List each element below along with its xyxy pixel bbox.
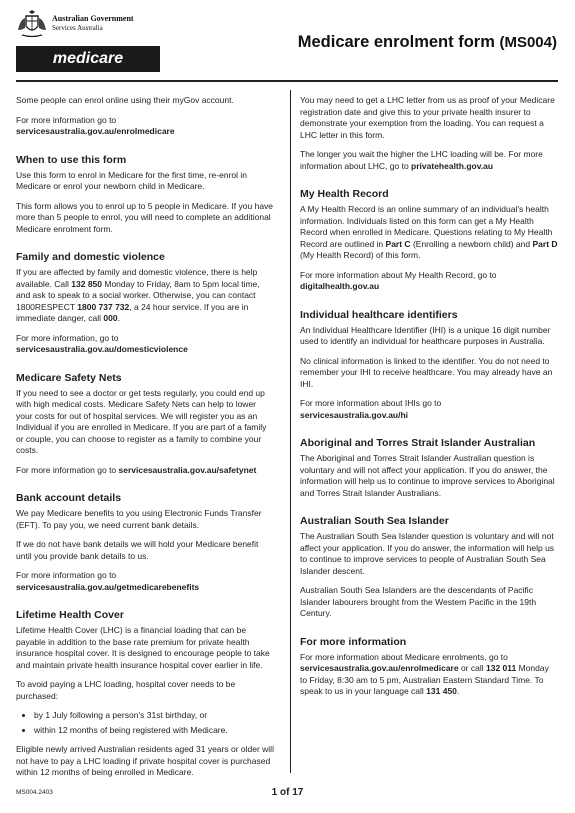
more-info-section (300, 636, 558, 698)
lhc-text-1: Lifetime Health Cover (LHC) is a financial loading that can be payable in addition to the base rate premium for private health insurance hospital cover. It is designed to encourage people to take and maintain private health insurance hospital cover earlier in life. (16, 625, 270, 670)
gov-line-1: Australian Government (52, 14, 134, 23)
form-code: (MS004) (499, 34, 557, 51)
column-divider (290, 90, 291, 773)
ssi-section (300, 515, 558, 620)
ihi-section (300, 309, 558, 422)
ssi-heading: Australian South Sea Islander (300, 515, 449, 527)
lhc-more-info: The longer you wait the higher the LHC loading will be. For more information about LHC, go to privatehealth.gov.au (300, 149, 543, 171)
myhealth-more-info: For more information about My Health Record, go to digitalhealth.gov.au (300, 269, 497, 291)
safety-more-info: For more information go to servicesaustralia.gov.au/safetynet (16, 464, 257, 475)
family-section (16, 251, 274, 356)
right-column (300, 95, 558, 714)
page-number: 1 of 17 (271, 787, 304, 798)
atsi-heading: Aboriginal and Torres Strait Islander Australian (300, 437, 536, 449)
ihi-more-info: For more information about IHIs go to servicesaustralia.gov.au/hi (300, 398, 442, 420)
benefits-link[interactable]: servicesaustralia.gov.au/getmedicarebenefits (16, 581, 200, 592)
lhc-text-2: To avoid paying a LHC loading, hospital cover needs to be purchased: (16, 679, 236, 701)
list-item: • within 12 months of being registered with Medicare. (34, 725, 274, 737)
enrolmedicare-link[interactable]: servicesaustralia.gov.au/enrolmedicare (300, 663, 459, 673)
when-section (16, 154, 274, 236)
safety-heading: Medicare Safety Nets (16, 371, 122, 384)
enrol-link[interactable]: servicesaustralia.gov.au/enrolmedicare (16, 126, 175, 136)
agency-logo (16, 8, 160, 72)
myhealth-heading: My Health Record (300, 188, 389, 200)
form-version-code: MS004.2403 (16, 789, 53, 796)
family-heading: Family and domestic violence (16, 251, 165, 263)
lhc-section (16, 609, 274, 779)
coat-of-arms-icon (16, 8, 48, 40)
ihi-text-1: An Individual Healthcare Identifier (IHI) is a unique 16 digit number used to identify an individual for healthcare purposes in Australia. (300, 324, 551, 346)
lhc-heading: Lifetime Health Cover (16, 609, 124, 621)
when-text-2: This form allows you to enrol up to 5 people in Medicare. If you have more than 5 people to enrol, you will need to complete an additional Medicare enrolment form. (16, 200, 274, 234)
myhealth-text: A My Health Record is an online summary of an individual’s health information. Individuals listed on this form can get a My Health Record when enrolled in Medicare. Questions relating to My Health Record are outlined in Part C (Enrolling a newborn child) and Part D (My Health Record) of this form. (300, 204, 558, 260)
medicare-brand: medicare (16, 46, 160, 72)
hi-link[interactable]: servicesaustralia.gov.au/hi (300, 409, 409, 420)
title-main: Medicare enrolment form (297, 33, 495, 51)
gov-line-2: Services Australia (52, 24, 103, 32)
family-text: If you are affected by family and domestic violence, there is help available. Call 132 850 Monday to Friday, 8am to 5pm local time, and ask to speak to a social worker. Otherwise, you can contact 1800RESPECT 1800 737 732, a 24 hour service. If you are in immediate danger, call 000. (16, 267, 260, 323)
safety-section (16, 372, 274, 477)
intro-text: Some people can enrol online using their myGov account. (16, 95, 234, 105)
lhc-continued-section (300, 95, 558, 172)
digitalhealth-link[interactable]: digitalhealth.gov.au (300, 281, 380, 291)
bank-text-1: We pay Medicare benefits to you using Electronic Funds Transfer (EFT). To pay you, we need current bank details. (16, 508, 262, 530)
bank-heading: Bank account details (16, 492, 122, 504)
ssi-text-2: Australian South Sea Islanders are the descendants of Pacific Islander labourers brought from the Western Pacific in the 19th Century. (300, 585, 537, 618)
domestic-violence-link[interactable]: servicesaustralia.gov.au/domesticviolence (16, 344, 188, 354)
when-text-1: Use this form to enrol in Medicare for the first time, re-enrol in Medicare or enrol your newborn child in Medicare. (16, 169, 247, 191)
lhc-bullet-list (16, 710, 274, 736)
bank-text-2: If we do not have bank details we will hold your Medicare benefit until you provide bank details to us. (16, 539, 259, 561)
when-heading: When to use this form (16, 153, 127, 166)
lhc-text-3: Eligible newly arrived Australian residents aged 31 years or older will not have to pay a LHC loading if private hospital cover is purchased within 12 months of being enrolled in Medicare. (16, 744, 274, 777)
page-title (298, 33, 557, 52)
safetynet-link[interactable]: servicesaustralia.gov.au/safetynet (118, 464, 257, 475)
list-item: • by 1 July following a person’s 31st birthday, or (34, 710, 274, 722)
bank-section (16, 492, 274, 593)
intro-more-info: For more information go to servicesaustralia.gov.au/enrolmedicare (16, 114, 175, 136)
bank-more-info: For more information go to servicesaustralia.gov.au/getmedicarebenefits (16, 570, 200, 592)
header-rule (16, 80, 558, 82)
left-column (16, 95, 274, 795)
ssi-text-1: The Australian South Sea Islander question is voluntary and will not affect your application. If you do answer, the information will help us to continue to improve services to people of Australian South Sea Islander descent. (300, 531, 555, 576)
intro-section (16, 95, 274, 138)
more-info-heading: For more information (300, 635, 407, 648)
privatehealth-link[interactable]: privatehealth.gov.au (411, 160, 494, 171)
family-more-info: For more information, go to servicesaustralia.gov.au/domesticviolence (16, 332, 188, 354)
safety-text: If you need to see a doctor or get tests regularly, you could end up with high medical costs. Medicare Safety Nets can help to lower your costs for out of hospital services. We will register you as an Individual if you are enrolled in Medicare. If you are part of a family or couple, you can choose to register as a family to combine your costs. (16, 387, 267, 455)
lhc-letter-text: You may need to get a LHC letter from us as proof of your Medicare registration date and give this to your private health insurer to demonstrate your exemption from the loading. You can request a LHC letter in this form. (300, 95, 555, 140)
ihi-heading: Individual healthcare identifiers (300, 308, 458, 321)
atsi-section (300, 437, 558, 499)
more-info-text: For more information about Medicare enrolments, go to servicesaustralia.gov.au/enrolmedicare or call 132 011 Monday to Friday, 8:30 am to 5 pm, Australian Eastern Standard Time. To speak to us in your language call 131 450. (300, 651, 549, 696)
ihi-text-2: No clinical information is linked to the identifier. You do not need to remember your IHI to receive healthcare. You may already have an IHI. (300, 355, 553, 389)
atsi-text: The Aboriginal and Torres Strait Islander Australian question is voluntary and will not affect your application. If you do answer, the information will help us to continue to improve services to Aboriginal and Torres Strait Islander Australians. (300, 453, 555, 498)
myhealth-section (300, 188, 558, 293)
